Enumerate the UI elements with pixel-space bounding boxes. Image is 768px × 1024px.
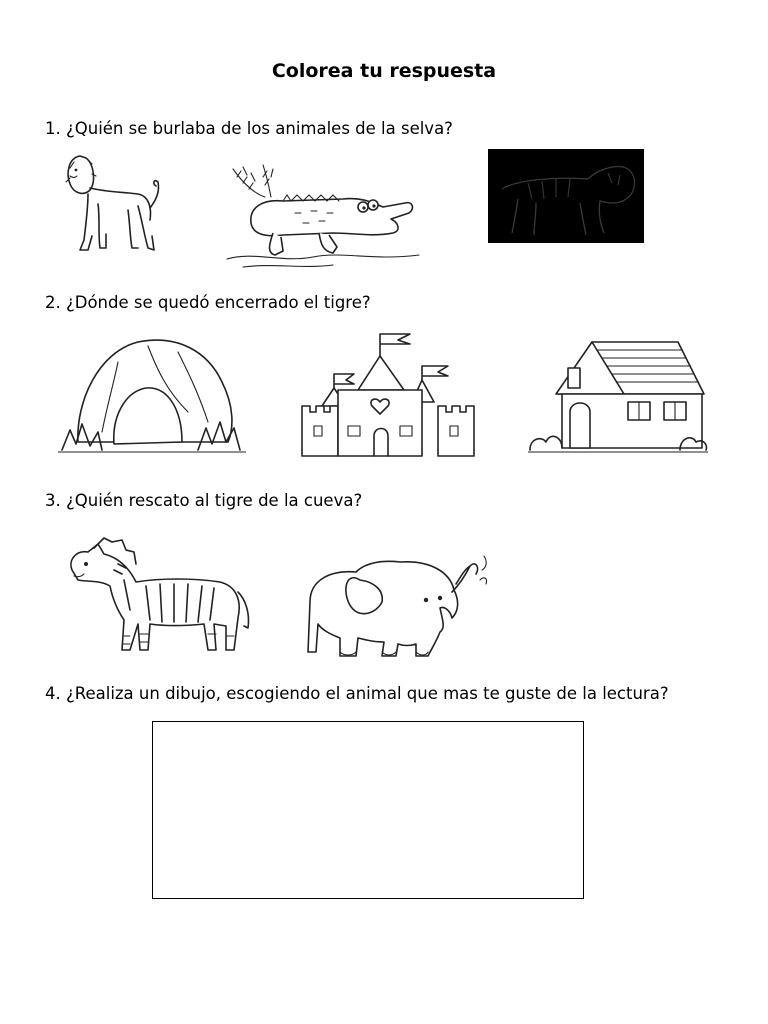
castle-icon[interactable]	[298, 330, 478, 460]
worksheet-title: Colorea tu respuesta	[271, 60, 497, 82]
drawing-box[interactable]	[152, 721, 584, 899]
question-1: 1. ¿Quién se burlaba de los animales de la selva?	[45, 119, 453, 138]
tiger-icon[interactable]	[488, 149, 644, 243]
cave-icon[interactable]	[58, 332, 246, 470]
zebra-icon[interactable]	[64, 530, 254, 660]
elephant-icon[interactable]	[300, 552, 490, 664]
crocodile-icon[interactable]	[223, 163, 423, 271]
question-4: 4. ¿Realiza un dibujo, escogiendo el animal que mas te guste de la lectura?	[45, 684, 669, 703]
lion-icon[interactable]	[58, 148, 168, 260]
house-icon[interactable]	[528, 338, 708, 456]
question-2: 2. ¿Dónde se quedó encerrado el tigre?	[45, 293, 371, 312]
question-3: 3. ¿Quién rescato al tigre de la cueva?	[45, 491, 363, 510]
